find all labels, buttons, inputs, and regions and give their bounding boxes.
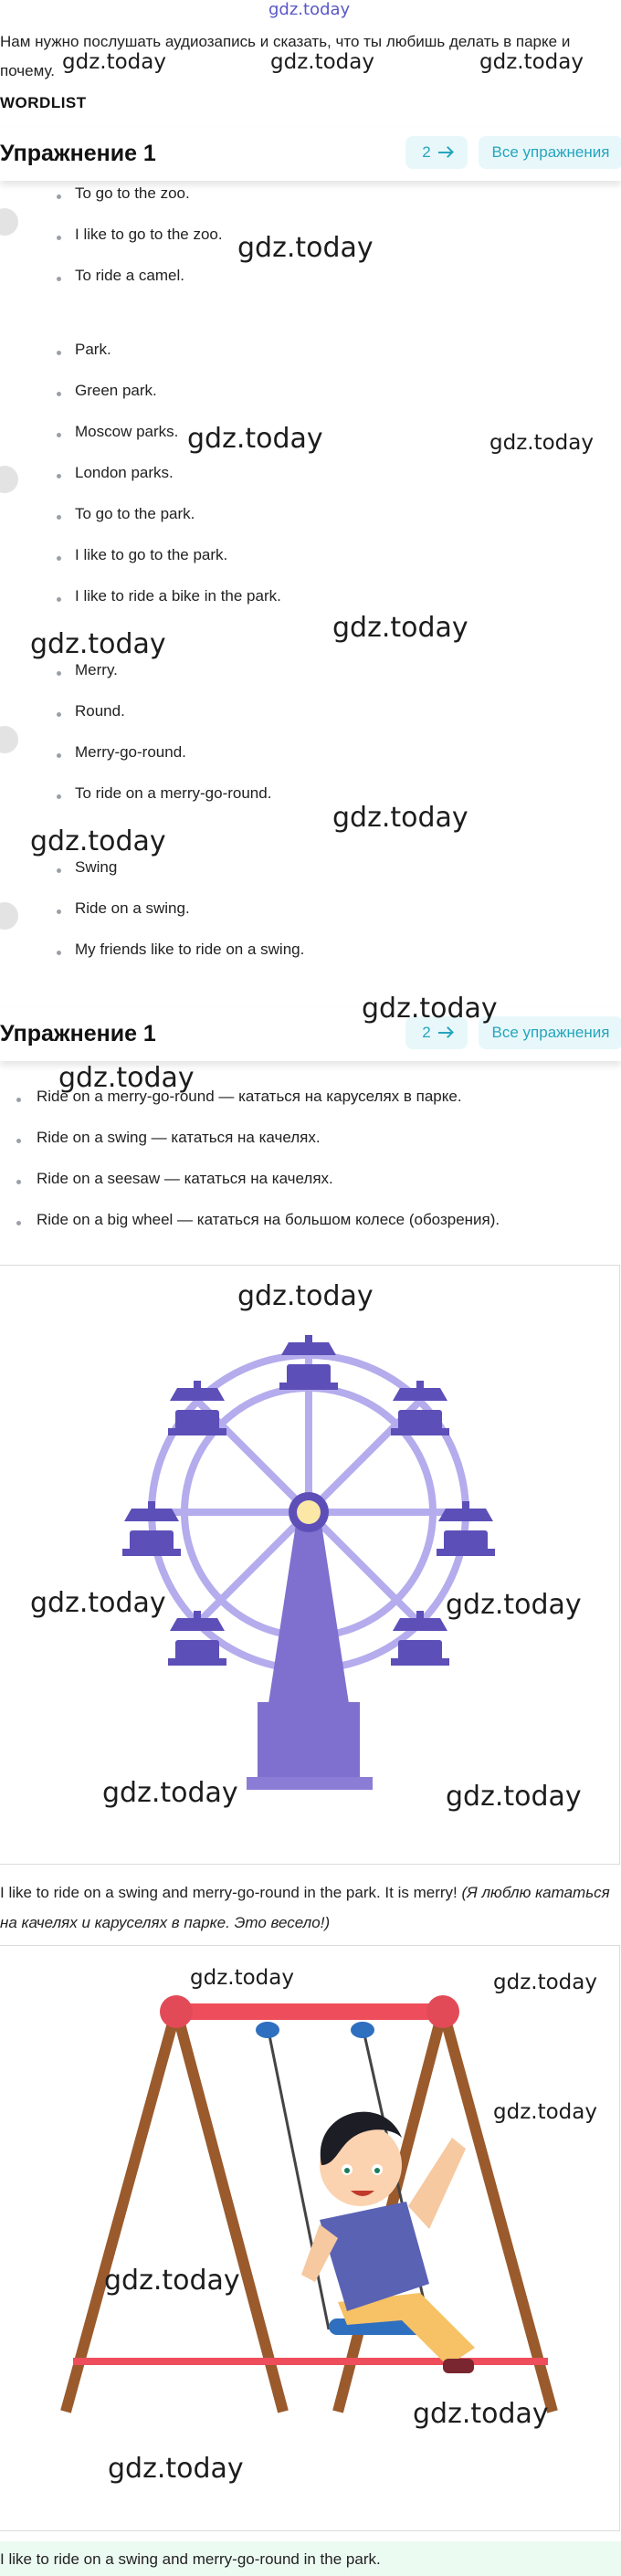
phrase-item: Ride on a big wheel — кататься на большом колесе (обозрения). [37,1211,500,1228]
bullet-icon [57,753,61,758]
bullet-icon [57,597,61,602]
bullet-icon [57,433,61,437]
list-item: Merry-go-round. [75,743,186,761]
list-item: Green park. [75,382,157,399]
bullet-icon [57,195,61,199]
list-item: I like to ride a bike in the park. [75,587,281,605]
watermark: gdz.today [413,2398,549,2430]
bullet-icon [57,351,61,355]
watermark: gdz.today [102,1777,238,1809]
bullet-icon [57,909,61,914]
page-number: 2 [422,1024,431,1041]
bullet-icon [57,277,61,281]
list-item: London parks. [75,464,174,481]
page-number: 2 [422,143,431,161]
wordlist-label: WORDLIST [0,94,87,111]
arrow-right-icon [438,1032,451,1034]
watermark: gdz.today [332,612,468,644]
answer-box-text: I like to ride on a swing and merry-go-round in the park. [0,2550,381,2568]
watermark: gdz.today [62,50,166,74]
list-item: I like to go to the zoo. [75,226,223,243]
all-exercises-button[interactable]: Все упражнения [479,136,621,169]
list-item: Moscow parks. [75,423,179,440]
watermark: gdz.today [237,1280,374,1312]
exercise-header [0,1008,621,1061]
bullet-icon [16,1098,21,1102]
bullet-icon [57,794,61,799]
exercise-header [0,128,621,181]
bullet-icon [57,474,61,478]
ferris-wheel-image [0,1266,619,1864]
play-audio-button[interactable] [0,208,18,236]
play-audio-button[interactable] [0,902,18,930]
bullet-icon [16,1139,21,1143]
bullet-icon [57,951,61,955]
intro-text: Нам нужно послушать аудиозапись и сказать, что ты любишь делать в парке и почему. [0,33,571,79]
list-item: My friends like to ride on a swing. [75,941,305,958]
swing-image [0,1946,619,2530]
bullet-icon [16,1180,21,1184]
phrase-item: Ride on a merry-go-round — кататься на каруселях в парке. [37,1088,462,1105]
arrow-right-icon [438,152,451,153]
list-item: Round. [75,702,125,720]
next-page-button[interactable] [405,136,468,169]
exercise-title: Упражнение 1 [0,1021,156,1046]
bullet-icon [57,712,61,717]
watermark: gdz.today [493,1971,597,1994]
all-exercises-button[interactable]: Все упражнения [479,1016,621,1049]
watermark: gdz.today [446,1781,582,1813]
bullet-icon [57,671,61,676]
bullet-icon [57,392,61,396]
list-item: To go to the park. [75,505,195,522]
watermark: gdz.today [108,2453,244,2485]
watermark: gdz.today [489,431,594,455]
bullet-icon [57,556,61,561]
watermark: gdz.today [30,1587,166,1619]
answer-english: I like to ride on a swing and merry-go-round in the park. It is merry! [0,1884,458,1901]
play-audio-button[interactable] [0,466,18,493]
watermark: gdz.today [479,50,584,74]
answer-box [0,2541,621,2576]
list-item: To ride on a merry-go-round. [75,784,272,802]
list-item: To ride a camel. [75,267,184,284]
watermark: gdz.today [493,2100,597,2124]
watermark: gdz.today [446,1589,582,1621]
watermark: gdz.today [332,802,468,834]
swing-image-frame [0,1945,620,2531]
watermark: gdz.today [58,1062,195,1094]
bullet-icon [57,515,61,520]
phrase-item: Ride on a seesaw — кататься на качелях. [37,1170,333,1187]
watermark: gdz.today [190,1966,294,1990]
exercise-title: Упражнение 1 [0,141,156,166]
list-item: I like to go to the park. [75,546,228,563]
bullet-icon [57,868,61,873]
phrase-item: Ride on a swing — кататься на качелях. [37,1129,321,1146]
site-logo[interactable]: gdz.today [268,0,351,19]
list-item: Swing [75,858,118,876]
watermark: gdz.today [362,993,498,1025]
bullet-icon [57,236,61,240]
list-item: Merry. [75,661,118,678]
watermark: gdz.today [187,423,323,455]
play-audio-button[interactable] [0,726,18,753]
watermark: gdz.today [237,232,374,264]
answer-russian: (Я люблю кататься на качелях и каруселях в парке. Это весело!) [0,1884,610,1931]
watermark: gdz.today [30,628,166,660]
ferris-wheel-image-frame [0,1265,620,1865]
list-item: Park. [75,341,111,358]
answer-text [0,1877,621,1938]
watermark: gdz.today [270,50,374,74]
bullet-icon [16,1221,21,1225]
watermark: gdz.today [104,2265,240,2297]
watermark: gdz.today [30,825,166,857]
list-item: To go to the zoo. [75,184,190,202]
list-item: Ride on a swing. [75,899,190,917]
